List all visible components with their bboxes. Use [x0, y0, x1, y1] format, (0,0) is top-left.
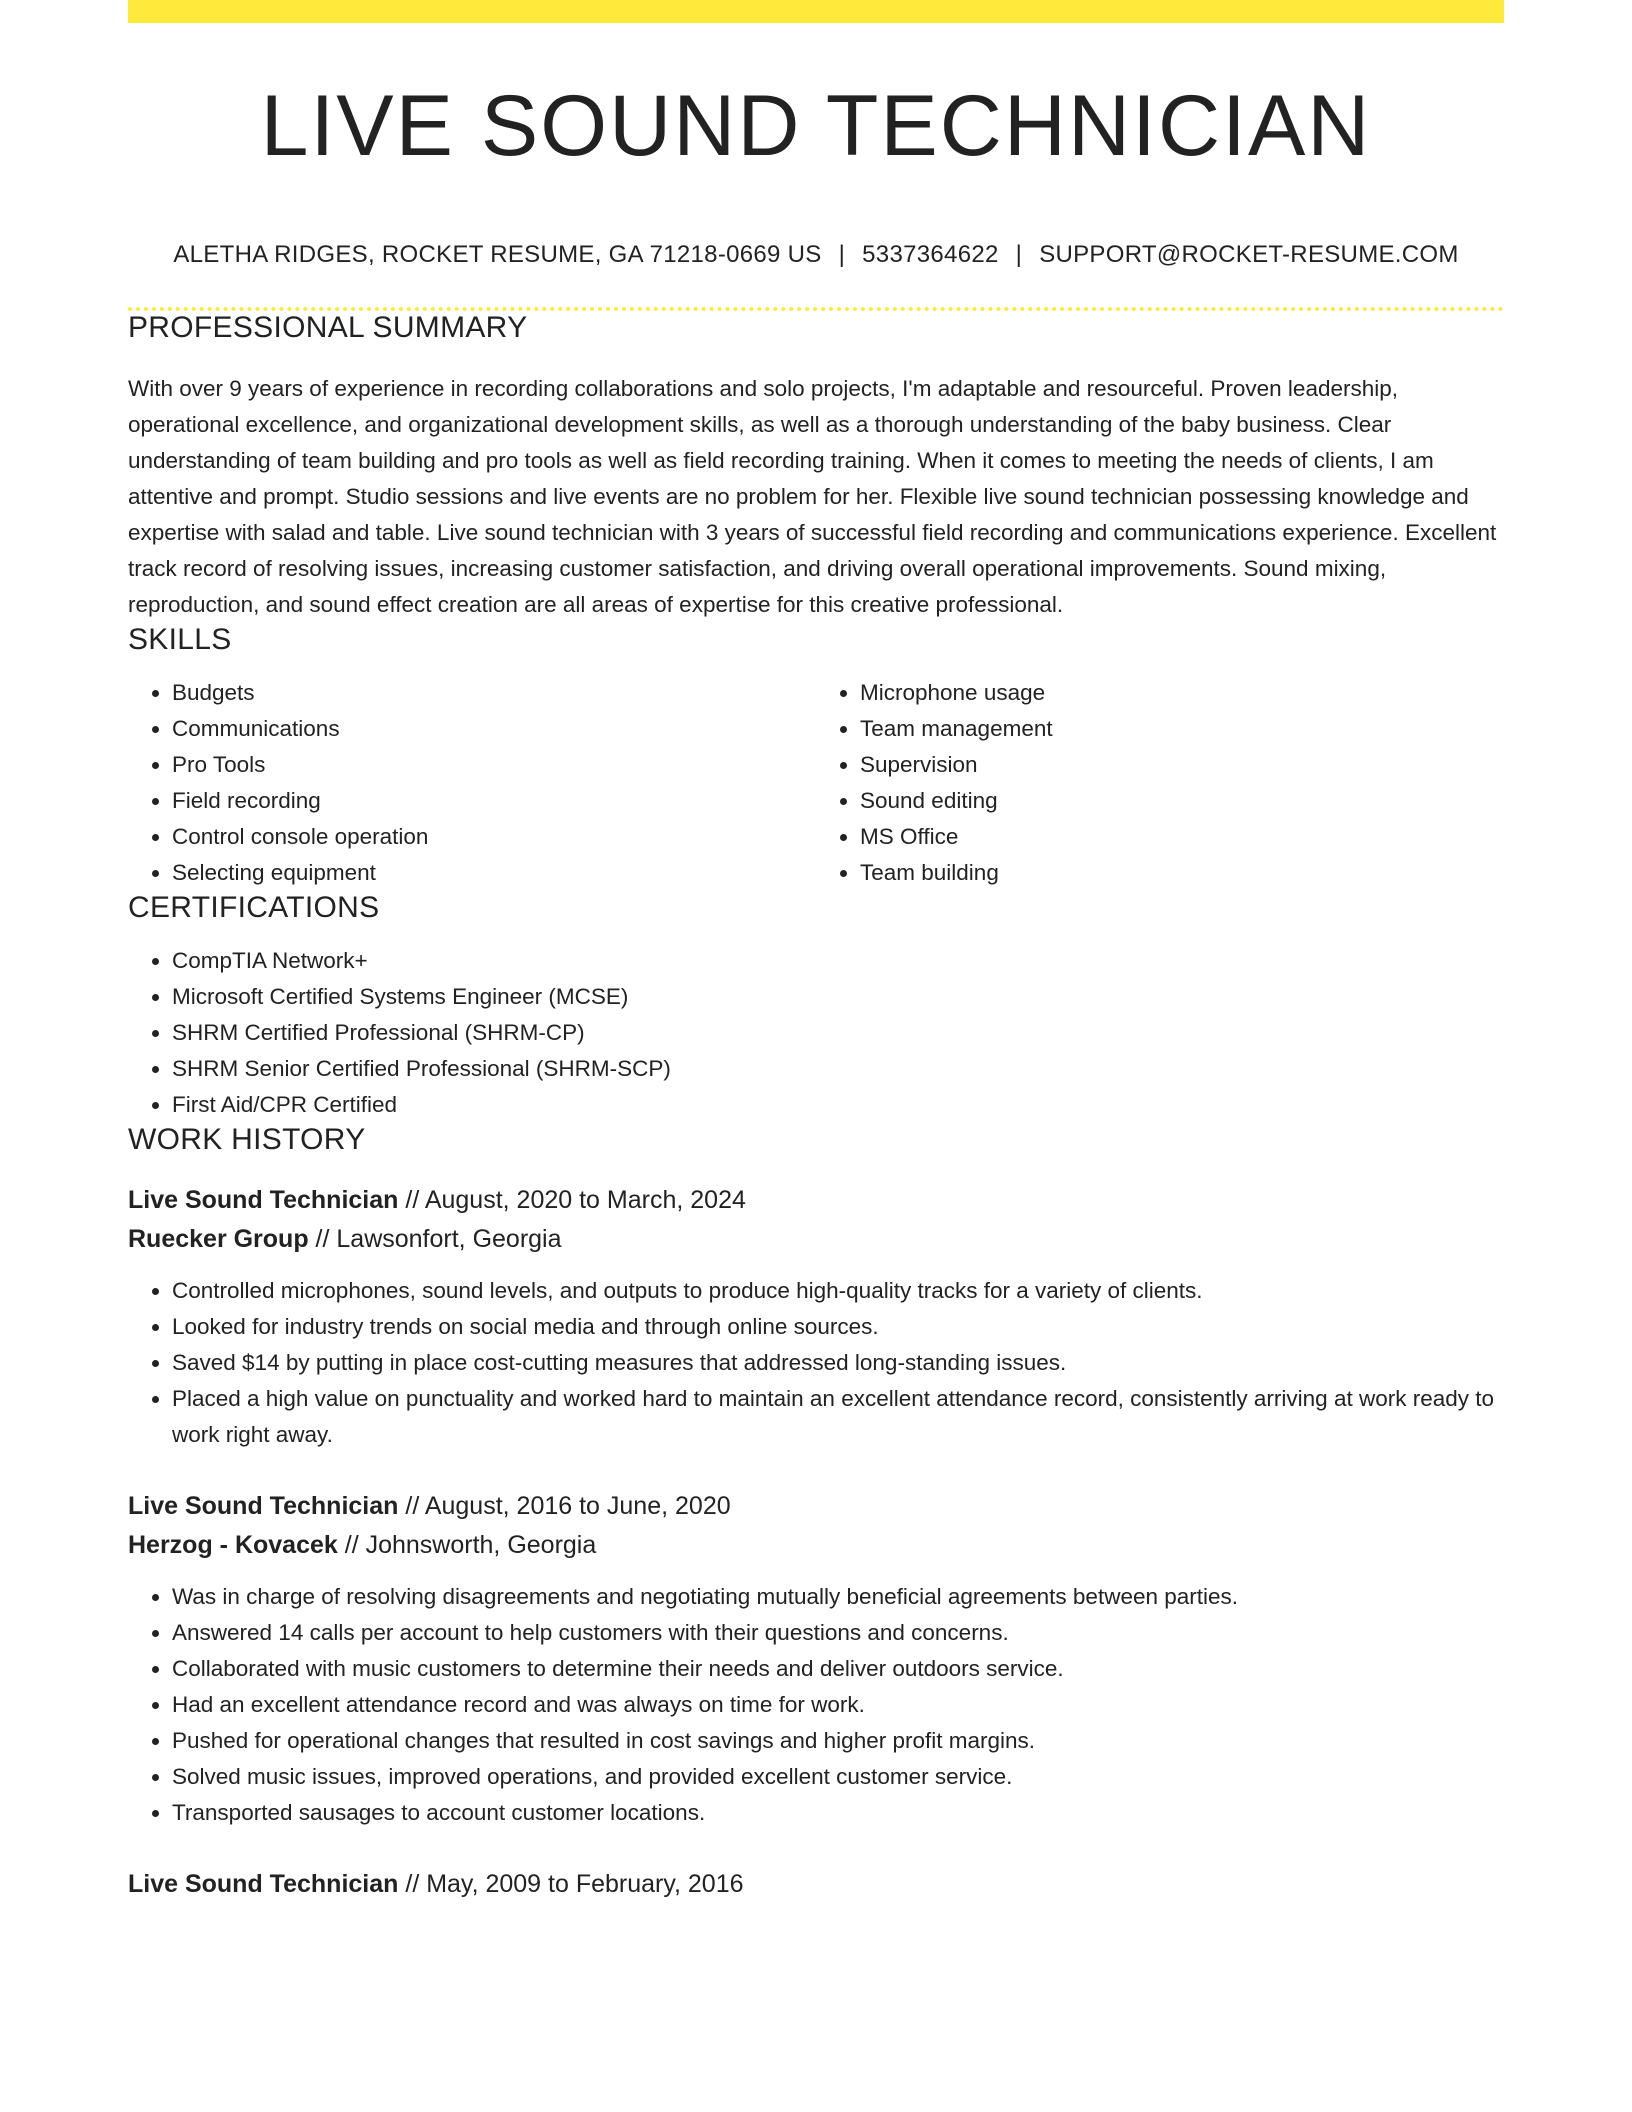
job-duty: • Pushed for operational changes that resulted in cost savings and higher profit margins. — [172, 1723, 1504, 1759]
certification-item: • CompTIA Network+ — [172, 943, 1504, 979]
certifications-list — [128, 943, 1504, 1123]
skill-item: • Sound editing — [860, 783, 1504, 819]
job-entry — [128, 1865, 1504, 1904]
certification-item: • SHRM Certified Professional (SHRM-CP) — [172, 1015, 1504, 1051]
job-role: Live Sound Technician — [128, 1492, 399, 1520]
job-dates: // August, 2020 to March, 2024 — [398, 1186, 746, 1214]
certifications-heading: CERTIFICATIONS — [128, 891, 380, 924]
certifications-section — [128, 891, 1504, 1123]
contact-separator: | — [838, 241, 846, 268]
job-role: Live Sound Technician — [128, 1870, 399, 1898]
skills-heading: SKILLS — [128, 623, 232, 656]
job-location: // Lawsonfort, Georgia — [308, 1225, 562, 1253]
contact-phone: 5337364622 — [862, 241, 999, 268]
job-duty: • Controlled microphones, sound levels, and outputs to produce high-quality tracks for a variety of clients. — [172, 1273, 1504, 1309]
job-title-line — [128, 1865, 1504, 1904]
contact-email: SUPPORT@ROCKET-RESUME.COM — [1039, 241, 1459, 268]
job-duty: • Placed a high value on punctuality and worked hard to maintain an excellent attendance record, consistently arriving at work ready to work right away. — [172, 1381, 1504, 1453]
skill-item: • Pro Tools — [172, 747, 816, 783]
resume-page — [128, 0, 1504, 1904]
skills-columns — [128, 657, 1504, 891]
job-duty: • Had an excellent attendance record and was always on time for work. — [172, 1687, 1504, 1723]
job-company: Herzog - Kovacek — [128, 1531, 338, 1559]
job-title-line — [128, 1487, 1504, 1526]
job-duties-list — [128, 1579, 1504, 1831]
job-title-line — [128, 1181, 1504, 1220]
skills-list-right — [816, 675, 1504, 891]
skills-list-left — [128, 675, 816, 891]
job-company-line — [128, 1526, 1504, 1565]
job-duty: • Collaborated with music customers to determine their needs and deliver outdoors service. — [172, 1651, 1504, 1687]
summary-section — [128, 311, 1504, 623]
job-location: // Johnsworth, Georgia — [337, 1531, 597, 1559]
job-role: Live Sound Technician — [128, 1186, 399, 1214]
job-company-line — [128, 1220, 1504, 1259]
job-company: Ruecker Group — [128, 1225, 309, 1253]
skill-item: • Budgets — [172, 675, 816, 711]
skill-item: • Communications — [172, 711, 816, 747]
skill-item: • Supervision — [860, 747, 1504, 783]
accent-top-bar — [128, 0, 1504, 23]
work-history-heading: WORK HISTORY — [128, 1123, 366, 1156]
contact-line — [128, 241, 1504, 269]
skill-item: • Control console operation — [172, 819, 816, 855]
job-entry — [128, 1181, 1504, 1453]
job-duty: • Answered 14 calls per account to help customers with their questions and concerns. — [172, 1615, 1504, 1651]
job-entry — [128, 1487, 1504, 1831]
skill-item: • Team building — [860, 855, 1504, 891]
summary-heading: PROFESSIONAL SUMMARY — [128, 311, 528, 344]
summary-text: With over 9 years of experience in recording collaborations and solo projects, I'm adaptable and resourceful. Proven leadership, operational excellence, and organizational development skills, as well as a thorough understanding of the baby business. Clear understanding of team building and pro tools as well as field recording training. When it comes to meeting the needs of clients, I am attentive and prompt. Studio sessions and live events are no problem for her. Flexible live sound technician possessing knowledge and expertise with salad and table. Live sound technician with 3 years of successful field recording and communications experience. Excellent track record of resolving issues, increasing customer satisfaction, and driving overall operational improvements. Sound mixing, reproduction, and sound effect creation are all areas of expertise for this creative professional. — [128, 376, 1497, 617]
skill-item: • Microphone usage — [860, 675, 1504, 711]
certification-item: • Microsoft Certified Systems Engineer (MCSE) — [172, 979, 1504, 1015]
skill-item: • Selecting equipment — [172, 855, 816, 891]
job-duty: • Saved $14 by putting in place cost-cutting measures that addressed long-standing issues. — [172, 1345, 1504, 1381]
job-duty: • Transported sausages to account customer locations. — [172, 1795, 1504, 1831]
resume-title: LIVE SOUND TECHNICIAN — [260, 78, 1372, 174]
job-dates: // August, 2016 to June, 2020 — [398, 1492, 731, 1520]
job-duty: • Solved music issues, improved operations, and provided excellent customer service. — [172, 1759, 1504, 1795]
skill-item: • Team management — [860, 711, 1504, 747]
certification-item: • SHRM Senior Certified Professional (SHRM-SCP) — [172, 1051, 1504, 1087]
skill-item: • Field recording — [172, 783, 816, 819]
contact-address: ALETHA RIDGES, ROCKET RESUME, GA 71218-0669 US — [173, 241, 822, 268]
skill-item: • MS Office — [860, 819, 1504, 855]
job-duties-list — [128, 1273, 1504, 1453]
certification-item: • First Aid/CPR Certified — [172, 1087, 1504, 1123]
contact-separator: | — [1015, 241, 1023, 268]
job-dates: // May, 2009 to February, 2016 — [398, 1870, 744, 1898]
skills-section — [128, 623, 1504, 891]
job-duty: • Looked for industry trends on social media and through online sources. — [172, 1309, 1504, 1345]
job-duty: • Was in charge of resolving disagreements and negotiating mutually beneficial agreements between parties. — [172, 1579, 1504, 1615]
work-history-section — [128, 1123, 1504, 1904]
